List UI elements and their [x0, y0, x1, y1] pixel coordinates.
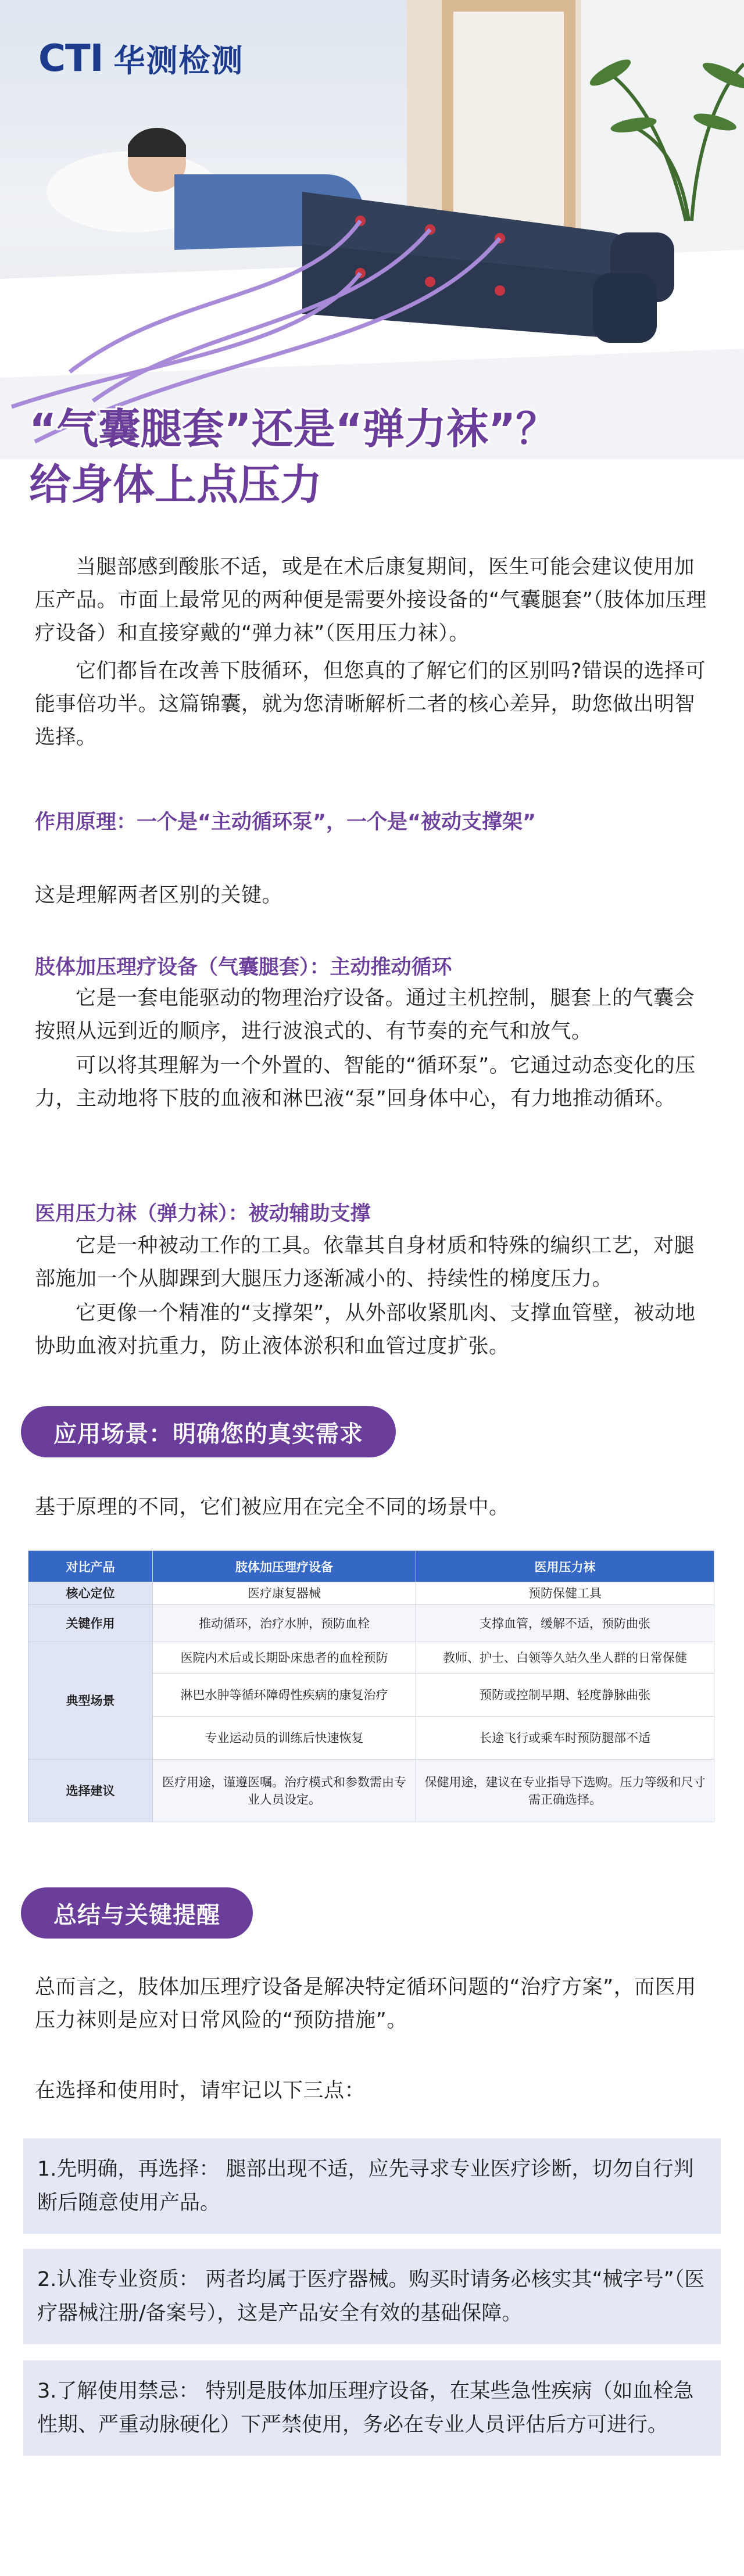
table-header-cell: 医用压力袜 [416, 1551, 714, 1582]
summary-paragraph-1: 总而言之，肢体加压理疗设备是解决特定循环问题的“治疗方案”，而医用压力袜则是应对日常风险的“预防措施”。 [35, 1976, 696, 2032]
table-cell: 淋巴水肿等循环障碍性疾病的康复治疗 [153, 1674, 416, 1717]
tip-box-2: 2.认准专业资质： 两者均属于医疗器械。购买时请务必核实其“械字号”（医疗器械注册/备案号），这是产品安全有效的基础保障。 [23, 2249, 721, 2344]
comparison-table [28, 1550, 714, 1822]
intro-paragraph-1: 当腿部感到酸胀不适，或是在术后康复期间，医生可能会建议使用加压产品。市面上最常见的两种便是需要外接设备的“气囊腿套”（肢体加压理疗设备）和直接穿戴的“弹力袜”（医用压力袜）。 [35, 556, 707, 645]
tip-box-1: 1.先明确，再选择： 腿部出现不适，应先寻求专业医疗诊断，切勿自行判断后随意使用产品。 [23, 2138, 721, 2234]
intro-paragraph-2: 它们都旨在改善下肢循环，但您真的了解它们的区别吗?错误的选择可能事倍功半。这篇锦囊，就为您清晰解析二者的核心差异，助您做出明智选择。 [35, 660, 706, 749]
table-cell: 医院内术后或长期卧床患者的血栓预防 [153, 1642, 416, 1674]
row-label-role: 关键作用 [28, 1605, 153, 1642]
scenarios-pill-heading: 应用场景：明确您的真实需求 [21, 1406, 396, 1457]
table-cell: 医疗康复器械 [153, 1582, 416, 1605]
table-row [28, 1605, 714, 1642]
table-cell: 推动循环，治疗水肿，预防血栓 [153, 1605, 416, 1642]
title-line-2: 给身体上点压力 [29, 460, 323, 509]
device-paragraph-2: 可以将其理解为一个外置的、智能的“循环泵”。它通过动态变化的压力，主动地将下肢的血液和淋巴液“泵”回身体中心，有力地推动循环。 [35, 1054, 696, 1110]
row-label-core: 核心定位 [28, 1582, 153, 1605]
logo-chinese: 华测检测 [113, 42, 244, 79]
device-heading: 肢体加压理疗设备（气囊腿套）：主动推动循环 [35, 956, 452, 979]
device-paragraph-1: 它是一套电能驱动的物理治疗设备。通过主机控制，腿套上的气囊会按照从远到近的顺序，进行波浪式的、有节奏的充气和放气。 [35, 987, 695, 1043]
table-cell: 专业运动员的训练后快速恢复 [153, 1717, 416, 1760]
sock-paragraph-2: 它更像一个精准的“支撑架”，从外部收紧肌肉、支撑血管壁，被动地协助血液对抗重力，防止液体淤积和血管过度扩张。 [35, 1302, 696, 1358]
table-cell: 教师、护士、白领等久站久坐人群的日常保健 [416, 1642, 714, 1674]
table-row [28, 1760, 714, 1822]
hero-banner [0, 0, 744, 459]
scenarios-lead: 基于原理的不同，它们被应用在完全不同的场景中。 [35, 1496, 510, 1519]
principle-heading: 作用原理：一个是“主动循环泵”，一个是“被动支撑架” [35, 811, 536, 834]
table-cell: 长途飞行或乘车时预防腿部不适 [416, 1717, 714, 1760]
table-cell: 保健用途，建议在专业指导下选购。压力等级和尺寸需正确选择。 [416, 1760, 714, 1822]
table-cell: 预防保健工具 [416, 1582, 714, 1605]
sock-heading: 医用压力袜（弹力袜）：被动辅助支撑 [35, 1202, 371, 1226]
table-cell: 支撑血管，缓解不适，预防曲张 [416, 1605, 714, 1642]
table-header-row [28, 1551, 714, 1582]
sock-paragraph-1: 它是一种被动工作的工具。依靠其自身材质和特殊的编织工艺，对腿部施加一个从脚踝到大腿压力逐渐减小的、持续性的梯度压力。 [35, 1234, 695, 1291]
tip-box-3: 3.了解使用禁忌： 特别是肢体加压理疗设备，在某些急性疾病（如血栓急性期、严重动脉硬化）下严禁使用，务必在专业人员评估后方可进行。 [23, 2360, 721, 2456]
table-row [28, 1582, 714, 1605]
table-cell: 预防或控制早期、轻度静脉曲张 [416, 1674, 714, 1717]
title-line-1: “气囊腿套”还是“弹力袜”？ [29, 404, 558, 453]
row-label-scenes: 典型场景 [28, 1642, 153, 1760]
table-header-cell: 肢体加压理疗设备 [153, 1551, 416, 1582]
summary-paragraph-2: 在选择和使用时，请牢记以下三点： [35, 2079, 366, 2102]
table-row [28, 1642, 714, 1674]
row-label-advice: 选择建议 [28, 1760, 153, 1822]
principle-lead: 这是理解两者区别的关键。 [35, 884, 283, 907]
brand-logo [38, 36, 244, 81]
logo-latin: CTI [38, 37, 103, 80]
page-title [29, 401, 715, 513]
summary-pill-heading: 总结与关键提醒 [21, 1887, 253, 1939]
table-header-cell: 对比产品 [28, 1551, 153, 1582]
table-cell: 医疗用途，谨遵医嘱。治疗模式和参数需由专业人员设定。 [153, 1760, 416, 1822]
